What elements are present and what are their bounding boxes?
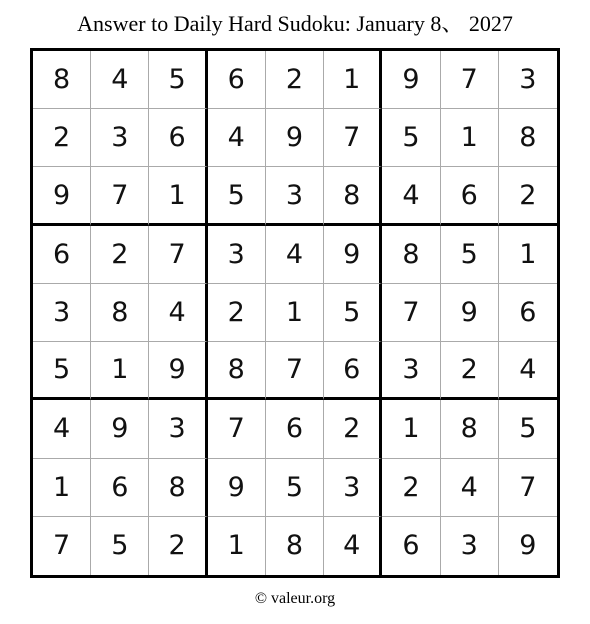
sudoku-cell: 5: [441, 226, 499, 284]
sudoku-cell: 3: [208, 226, 266, 284]
sudoku-cell: 7: [33, 517, 91, 575]
sudoku-cell: 2: [499, 167, 557, 225]
sudoku-cell: 4: [382, 167, 440, 225]
sudoku-cell: 7: [499, 459, 557, 517]
sudoku-cell: 9: [324, 226, 382, 284]
sudoku-cell: 6: [382, 517, 440, 575]
sudoku-cell: 1: [324, 51, 382, 109]
sudoku-cell: 9: [208, 459, 266, 517]
sudoku-cell: 9: [91, 400, 149, 458]
sudoku-cell: 8: [208, 342, 266, 400]
sudoku-cell: 7: [91, 167, 149, 225]
sudoku-cell: 5: [33, 342, 91, 400]
page-title: Answer to Daily Hard Sudoku: January 8、 2027: [77, 11, 513, 36]
sudoku-cell: 6: [91, 459, 149, 517]
copyright-footer: © valeur.org: [254, 590, 336, 607]
sudoku-cell: 8: [91, 284, 149, 342]
sudoku-cell: 1: [266, 284, 324, 342]
sudoku-cell: 9: [382, 51, 440, 109]
sudoku-cell: 3: [266, 167, 324, 225]
sudoku-cell: 9: [441, 284, 499, 342]
sudoku-cell: 4: [266, 226, 324, 284]
sudoku-cell: 2: [324, 400, 382, 458]
sudoku-cell: 2: [149, 517, 207, 575]
sudoku-cell: 2: [382, 459, 440, 517]
sudoku-cell: 3: [91, 109, 149, 167]
sudoku-cell: 6: [441, 167, 499, 225]
sudoku-cell: 4: [324, 517, 382, 575]
sudoku-cell: 4: [149, 284, 207, 342]
sudoku-cell: 7: [382, 284, 440, 342]
sudoku-cell: 7: [266, 342, 324, 400]
sudoku-cell: 6: [266, 400, 324, 458]
sudoku-cell: 2: [441, 342, 499, 400]
sudoku-cell: 5: [382, 109, 440, 167]
sudoku-cell: 5: [208, 167, 266, 225]
sudoku-cell: 7: [208, 400, 266, 458]
sudoku-cell: 8: [324, 167, 382, 225]
sudoku-cell: 6: [499, 284, 557, 342]
sudoku-cell: 3: [499, 51, 557, 109]
sudoku-cell: 2: [208, 284, 266, 342]
sudoku-cell: 5: [266, 459, 324, 517]
sudoku-cell: 8: [499, 109, 557, 167]
sudoku-cell: 5: [149, 51, 207, 109]
sudoku-cell: 1: [208, 517, 266, 575]
sudoku-cell: 4: [208, 109, 266, 167]
sudoku-cell: 1: [33, 459, 91, 517]
sudoku-cell: 7: [441, 51, 499, 109]
sudoku-cell: 6: [33, 226, 91, 284]
sudoku-cell: 9: [519, 530, 537, 562]
sudoku-cell: 3: [441, 517, 499, 575]
sudoku-cell: 3: [33, 284, 91, 342]
sudoku-cell: 1: [91, 342, 149, 400]
sudoku-cell: 8: [441, 400, 499, 458]
sudoku-cell: 3: [324, 459, 382, 517]
sudoku-cell: 2: [266, 51, 324, 109]
sudoku-cell: 4: [441, 459, 499, 517]
sudoku-cell: 4: [499, 342, 557, 400]
sudoku-cell: 2: [91, 226, 149, 284]
sudoku-cell: 3: [382, 342, 440, 400]
sudoku-cell: 1: [149, 167, 207, 225]
sudoku-cell: 7: [324, 109, 382, 167]
sudoku-cell: 1: [382, 400, 440, 458]
sudoku-cell: 7: [149, 226, 207, 284]
sudoku-cell: 9: [149, 342, 207, 400]
sudoku-cell: 6: [149, 109, 207, 167]
sudoku-cell: 2: [33, 109, 91, 167]
sudoku-cell: 9: [33, 167, 91, 225]
sudoku-cell: 6: [324, 342, 382, 400]
sudoku-cell: 6: [208, 51, 266, 109]
sudoku-cell: 4: [91, 51, 149, 109]
sudoku-cell: 5: [324, 284, 382, 342]
sudoku-cell: 5: [499, 400, 557, 458]
sudoku-board: [30, 48, 560, 578]
sudoku-cell: 1: [499, 226, 557, 284]
sudoku-cell: 8: [149, 459, 207, 517]
sudoku-cell: 9: [266, 109, 324, 167]
sudoku-cell: 1: [441, 109, 499, 167]
sudoku-cell: 5: [91, 517, 149, 575]
sudoku-cell: 4: [33, 400, 91, 458]
sudoku-cell: 8: [266, 517, 324, 575]
sudoku-cell: 3: [149, 400, 207, 458]
sudoku-cell: 8: [33, 51, 91, 109]
sudoku-cell: 8: [382, 226, 440, 284]
